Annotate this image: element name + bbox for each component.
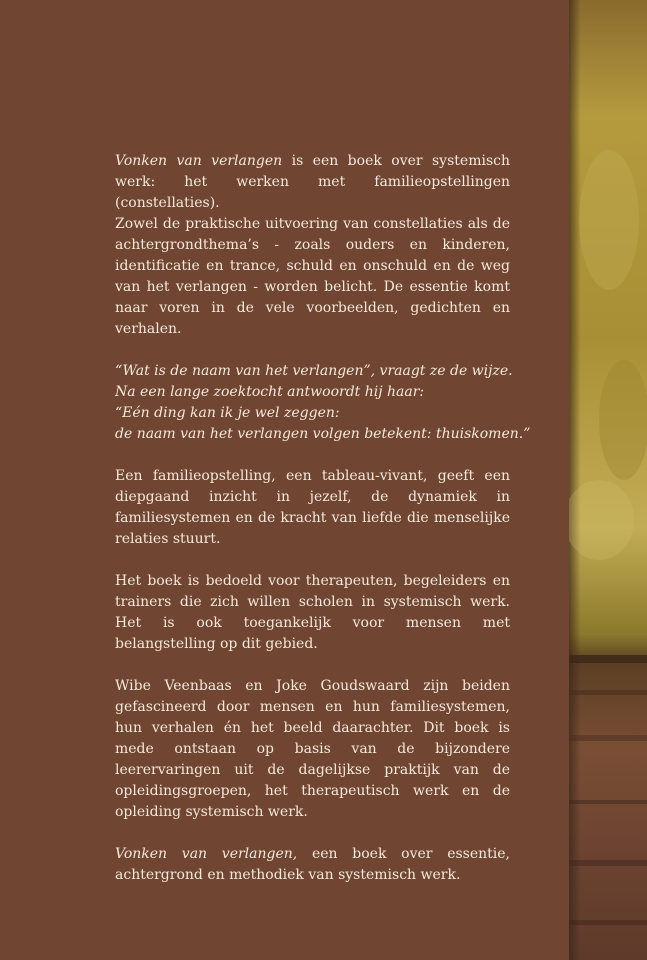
paragraph-intro xyxy=(115,151,510,214)
quote-block xyxy=(115,361,531,445)
paragraph-familieopstelling: Een familieopstelling, een tableau-vivant, geeft een diepgaand inzicht in jezelf, de dynamiek in familiesystemen en de kracht van liefde die menselijke relaties stuurt. xyxy=(115,468,510,547)
quote-line: “Wat is de naam van het verlangen”, vraagt ze de wijze. xyxy=(115,363,513,379)
quote-line: de naam van het verlangen volgen betekent: thuiskomen.” xyxy=(115,426,531,442)
quote-line: “Eén ding kan ik je wel zeggen: xyxy=(115,405,340,421)
blurb xyxy=(115,151,531,886)
paragraph-authors: Wibe Veenbaas en Joke Goudswaard zijn beiden gefascineerd door mensen en hun familiesystemen, hun verhalen én het beeld daarachter. Dit boek is mede ontstaan op basis van de bijzondere leerervaringen uit de dagelijkse praktijk van de opleidingsgroepen, het therapeutisch werk en de opleiding systemisch werk. xyxy=(115,678,510,820)
paragraph-closing xyxy=(115,844,510,886)
quote-line: Na een lange zoektocht antwoordt hij haar: xyxy=(115,384,425,400)
painting-detail-icon xyxy=(569,0,647,960)
book-title-italic: Vonken van verlangen xyxy=(115,153,283,169)
paragraph-themes: Zowel de praktische uitvoering van constellaties als de achtergrondthema’s - zoals ouders en kinderen, identificatie en trance, schuld en onschuld en de weg van het verlangen - worden belicht. De essentie komt naar voren in de vele voorbeelden, gedichten en verhalen. xyxy=(115,216,510,337)
closing-text: een boek over essentie, achtergrond en methodiek van systemisch werk. xyxy=(115,846,510,883)
book-title-italic: Vonken van verlangen, xyxy=(115,846,298,862)
paragraph-audience: Het boek is bedoeld voor therapeuten, begeleiders en trainers die zich willen scholen in systemisch werk. Het is ook toegankelijk voor mensen met belangstelling op dit gebied. xyxy=(115,573,510,652)
intro-text: is een boek over systemisch werk: het werken met familieopstellingen (constellaties). xyxy=(115,153,510,211)
